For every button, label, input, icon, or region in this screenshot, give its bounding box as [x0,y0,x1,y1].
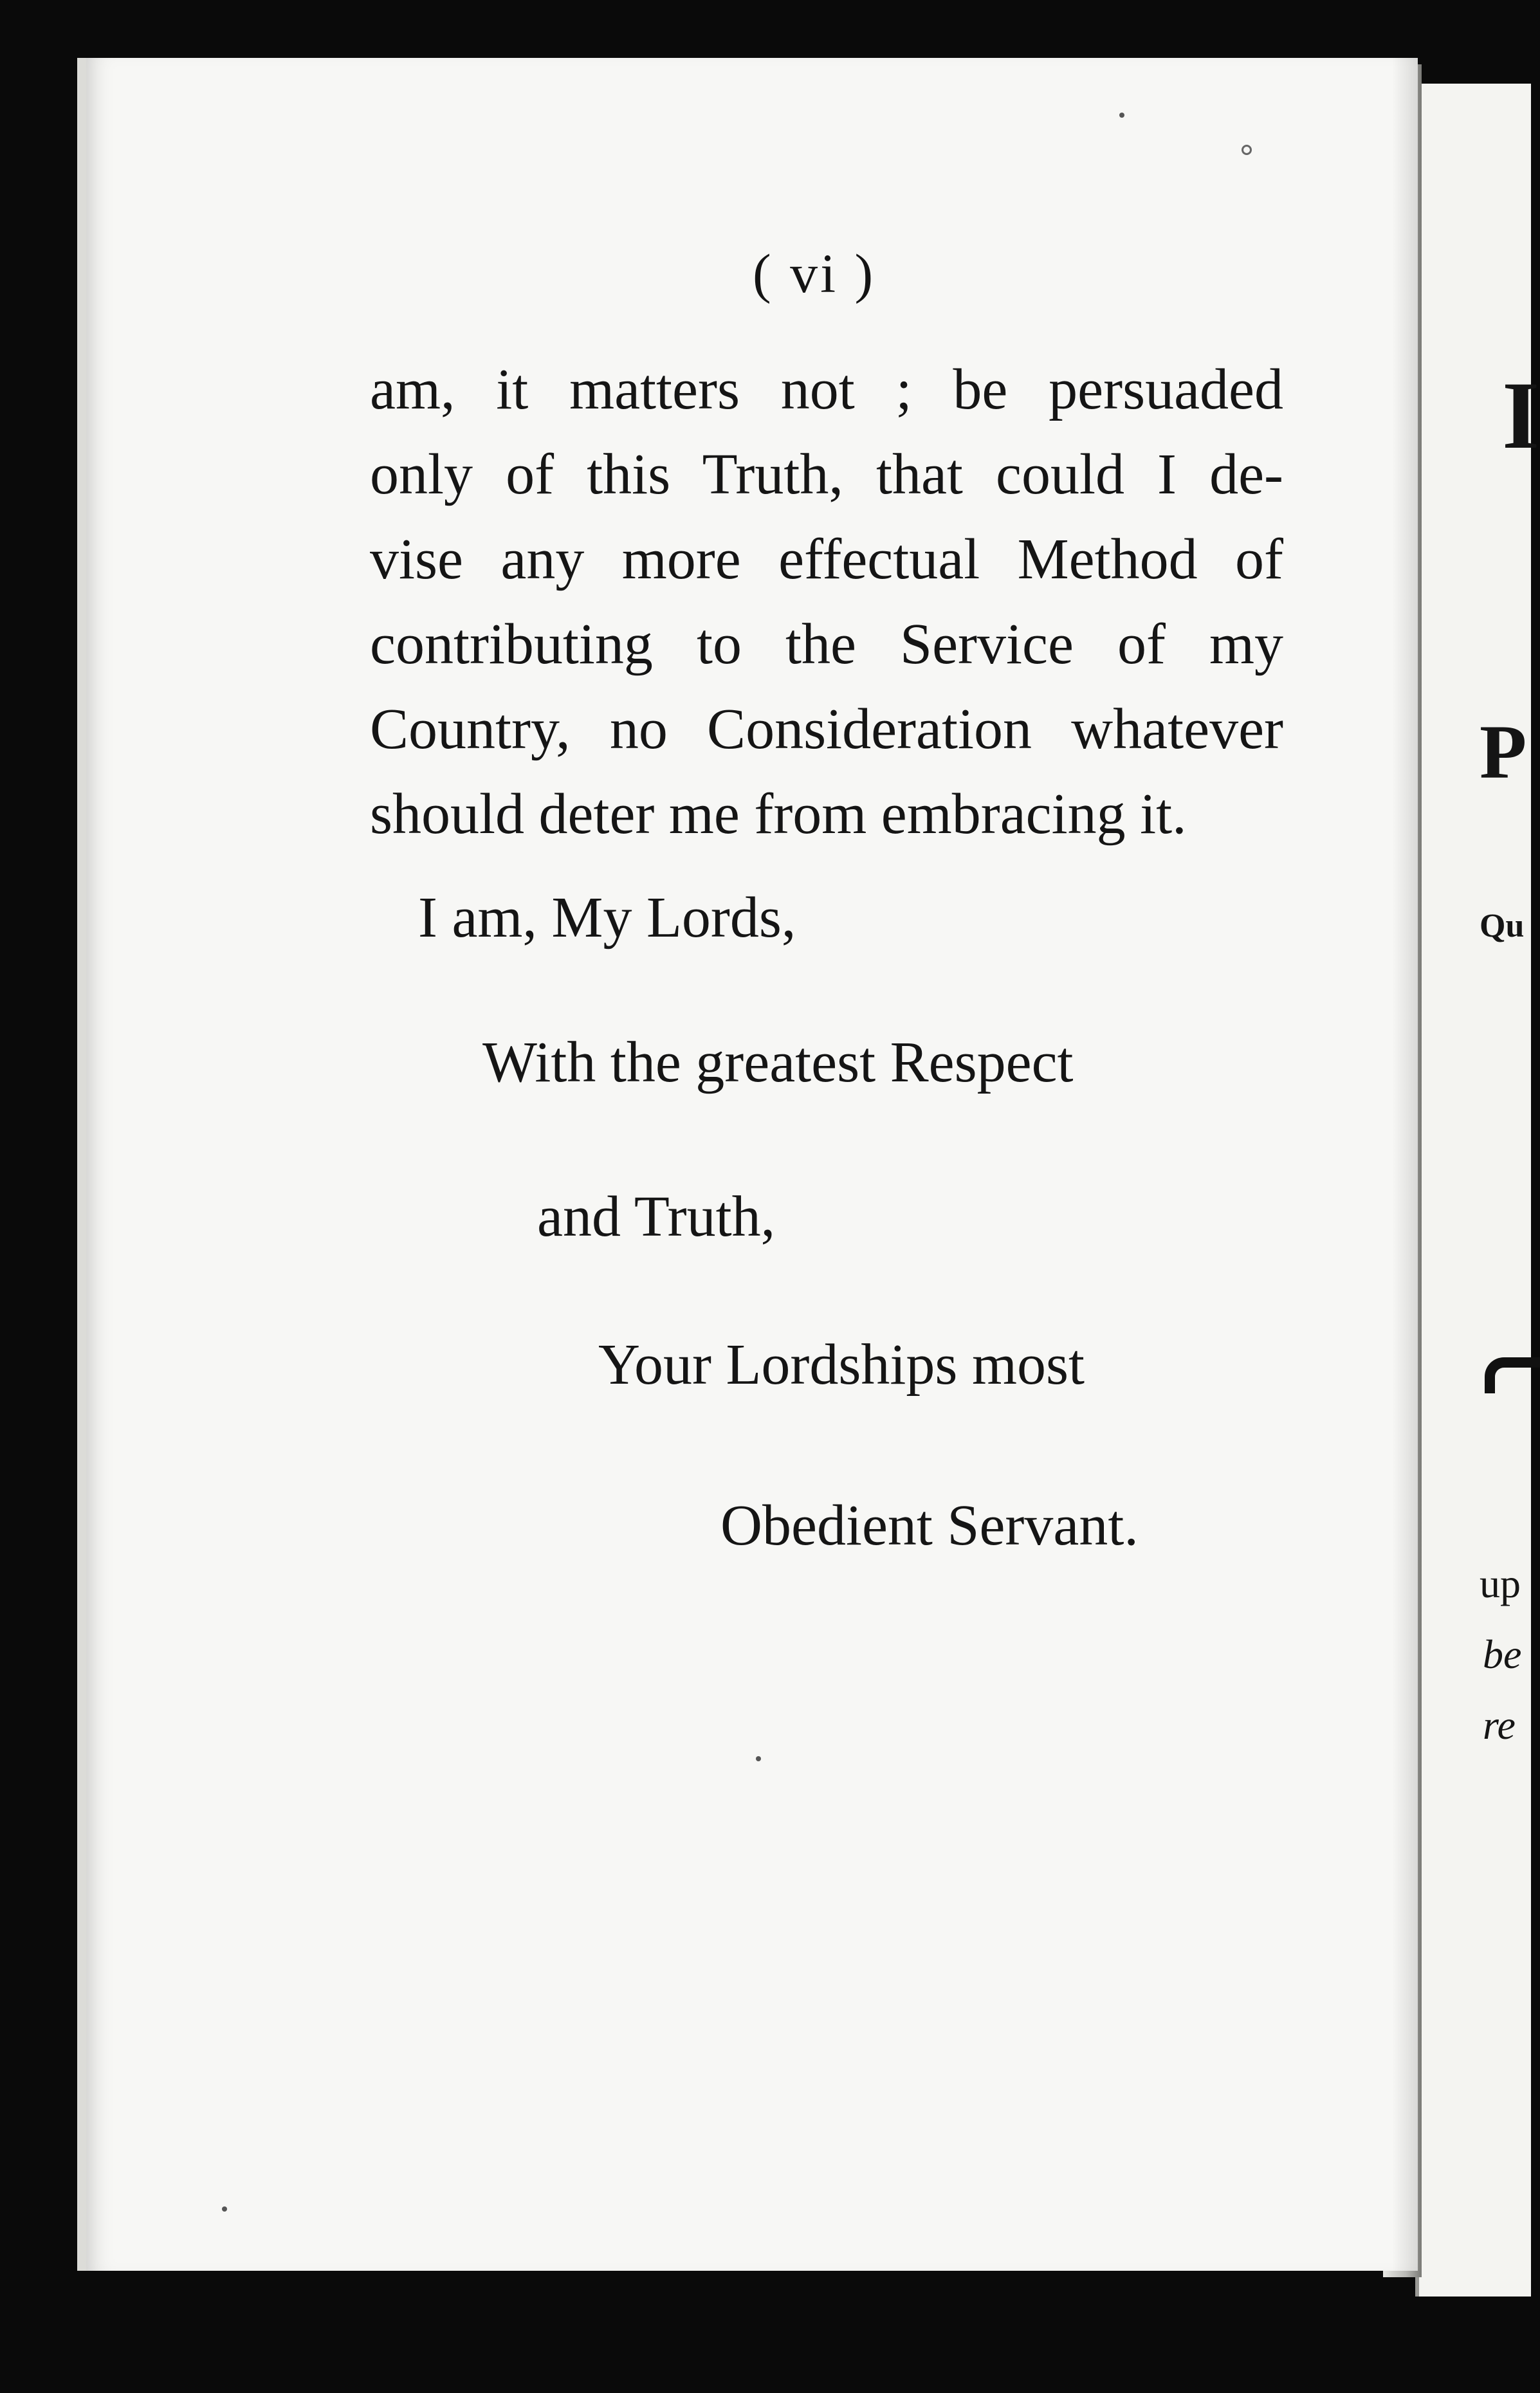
page-number: ( vi ) [753,243,876,304]
text-line: only of this Truth, that could I de- [370,443,1283,506]
closing-salutation: I am, My Lords, [418,886,796,949]
body-paragraph [370,347,1283,857]
facing-page-heading-fragment: P [1480,709,1527,794]
facing-page-text-fragment: be [1483,1631,1522,1677]
paper-speck [1242,145,1252,155]
text-line: should deter me from embracing it. [370,782,1187,846]
closing-line: and Truth, [537,1185,776,1249]
closing-line: Your Lordships most [598,1333,1085,1397]
facing-page-text-fragment: re [1483,1702,1516,1748]
text-line: Country, no Consideration whatever [370,697,1283,761]
text-line: vise any more effectual Method of [370,527,1283,591]
text-line: contributing to the Service of my [370,612,1283,676]
facing-page-text-fragment: Qu [1480,908,1525,944]
paper-speck [756,1756,761,1761]
facing-page-text-fragment: up [1480,1561,1521,1606]
closing-line: With the greatest Respect [482,1031,1074,1094]
facing-page-initial: I [1502,362,1540,469]
ornament-fragment [1485,1357,1540,1393]
closing-signature: Obedient Servant. [720,1494,1139,1557]
paper-speck [1119,113,1124,118]
text-line: am, it matters not ; be persuaded [370,358,1283,421]
paper-speck [222,2206,227,2212]
